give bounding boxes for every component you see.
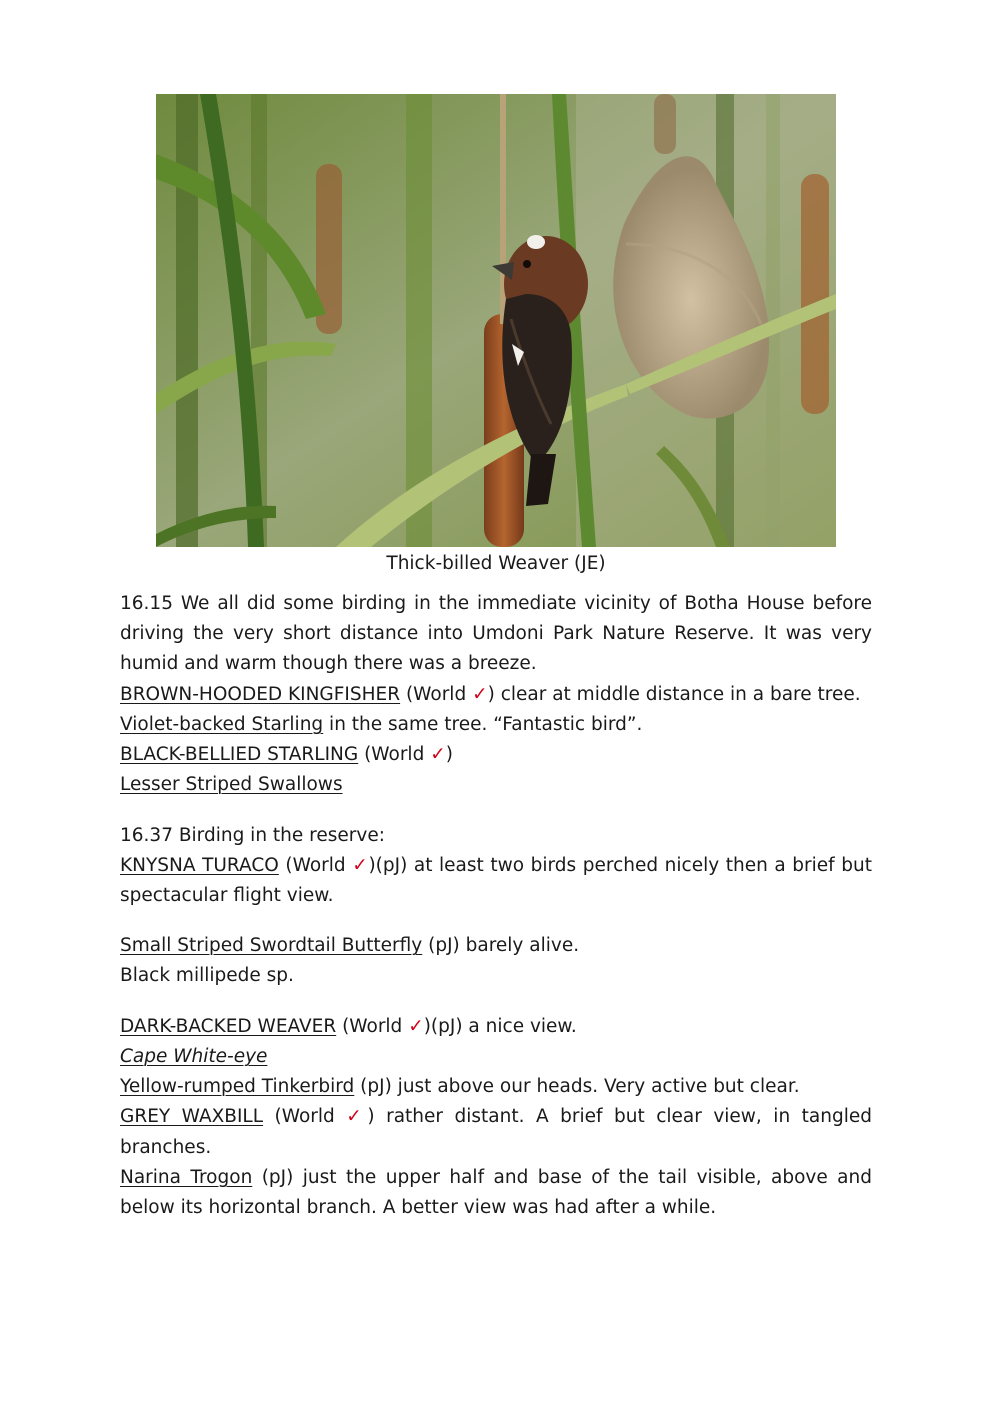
species-name: Narina Trogon bbox=[120, 1166, 253, 1188]
tick-icon: ✓ bbox=[430, 744, 446, 766]
note-text: ) clear at middle distance in a bare tree. bbox=[487, 683, 861, 705]
species-line bbox=[120, 1042, 872, 1072]
species-name: Cape White-eye bbox=[120, 1045, 268, 1067]
note-text: (World bbox=[336, 1015, 409, 1037]
species-name: KNYSNA TURACO bbox=[120, 854, 279, 876]
bird-photo bbox=[156, 94, 836, 547]
paragraph-text: Black millipede sp. bbox=[120, 965, 294, 987]
note-text: in the same tree. “Fantastic bird”. bbox=[323, 713, 643, 735]
note-text: )(pJ) a nice view. bbox=[423, 1015, 577, 1037]
note-text: (pJ) just the upper half and base of the tail visible, above and below its horizontal branch. A better view was had after a while. bbox=[120, 1166, 872, 1218]
species-line bbox=[120, 851, 872, 911]
species-name: Yellow-rumped Tinkerbird bbox=[120, 1076, 355, 1098]
species-name: GREY WAXBILL bbox=[120, 1106, 264, 1128]
paragraph-1615 bbox=[120, 589, 872, 680]
tick-icon: ✓ bbox=[346, 1106, 368, 1128]
paragraph-text: 16.37 Birding in the reserve: bbox=[120, 824, 385, 846]
species-line bbox=[120, 1072, 872, 1102]
tick-icon: ✓ bbox=[472, 683, 488, 705]
species-line bbox=[120, 770, 872, 800]
note-text: (World bbox=[278, 854, 353, 876]
species-line bbox=[120, 740, 872, 770]
species-line bbox=[120, 680, 872, 710]
photo-caption: Thick-billed Weaver (JE) bbox=[386, 553, 606, 574]
tick-icon: ✓ bbox=[408, 1015, 424, 1037]
note-text: ) rather distant. A brief but clear view, in tangled branches. bbox=[120, 1106, 872, 1158]
note-text: (pJ) just above our heads. Very active but clear. bbox=[354, 1076, 800, 1098]
paragraph-1637 bbox=[120, 821, 872, 851]
species-name: Violet-backed Starling bbox=[120, 713, 324, 735]
species-name: Small Striped Swordtail Butterfly bbox=[120, 935, 423, 957]
species-name: BLACK-BELLIED STARLING bbox=[120, 744, 359, 766]
tick-icon: ✓ bbox=[352, 854, 369, 876]
note-line bbox=[120, 961, 872, 991]
note-text: (World bbox=[263, 1106, 347, 1128]
species-line bbox=[120, 931, 872, 961]
note-text: (World bbox=[400, 683, 473, 705]
species-name: DARK-BACKED WEAVER bbox=[120, 1015, 337, 1037]
note-text: (pJ) barely alive. bbox=[422, 935, 580, 957]
note-text: ) bbox=[445, 744, 453, 766]
spacer bbox=[120, 992, 872, 1012]
spacer bbox=[120, 911, 872, 931]
species-line bbox=[120, 1012, 872, 1042]
species-name: BROWN-HOODED KINGFISHER bbox=[120, 683, 401, 705]
note-text: (World bbox=[358, 744, 431, 766]
paragraph-text: 16.15 We all did some birding in the immediate vicinity of Botha House before driving the very short distance into Umdoni Park Nature Reserve. It was very humid and warm though there was a breeze. bbox=[120, 593, 872, 675]
species-line bbox=[120, 710, 872, 740]
species-line bbox=[120, 1102, 872, 1162]
species-line bbox=[120, 1163, 872, 1223]
spacer bbox=[120, 800, 872, 820]
note-text: )(pJ) at least two birds perched nicely then a brief but spectacular flight view. bbox=[120, 854, 872, 906]
trip-report-body bbox=[120, 589, 872, 1223]
species-name: Lesser Striped Swallows bbox=[120, 774, 343, 796]
